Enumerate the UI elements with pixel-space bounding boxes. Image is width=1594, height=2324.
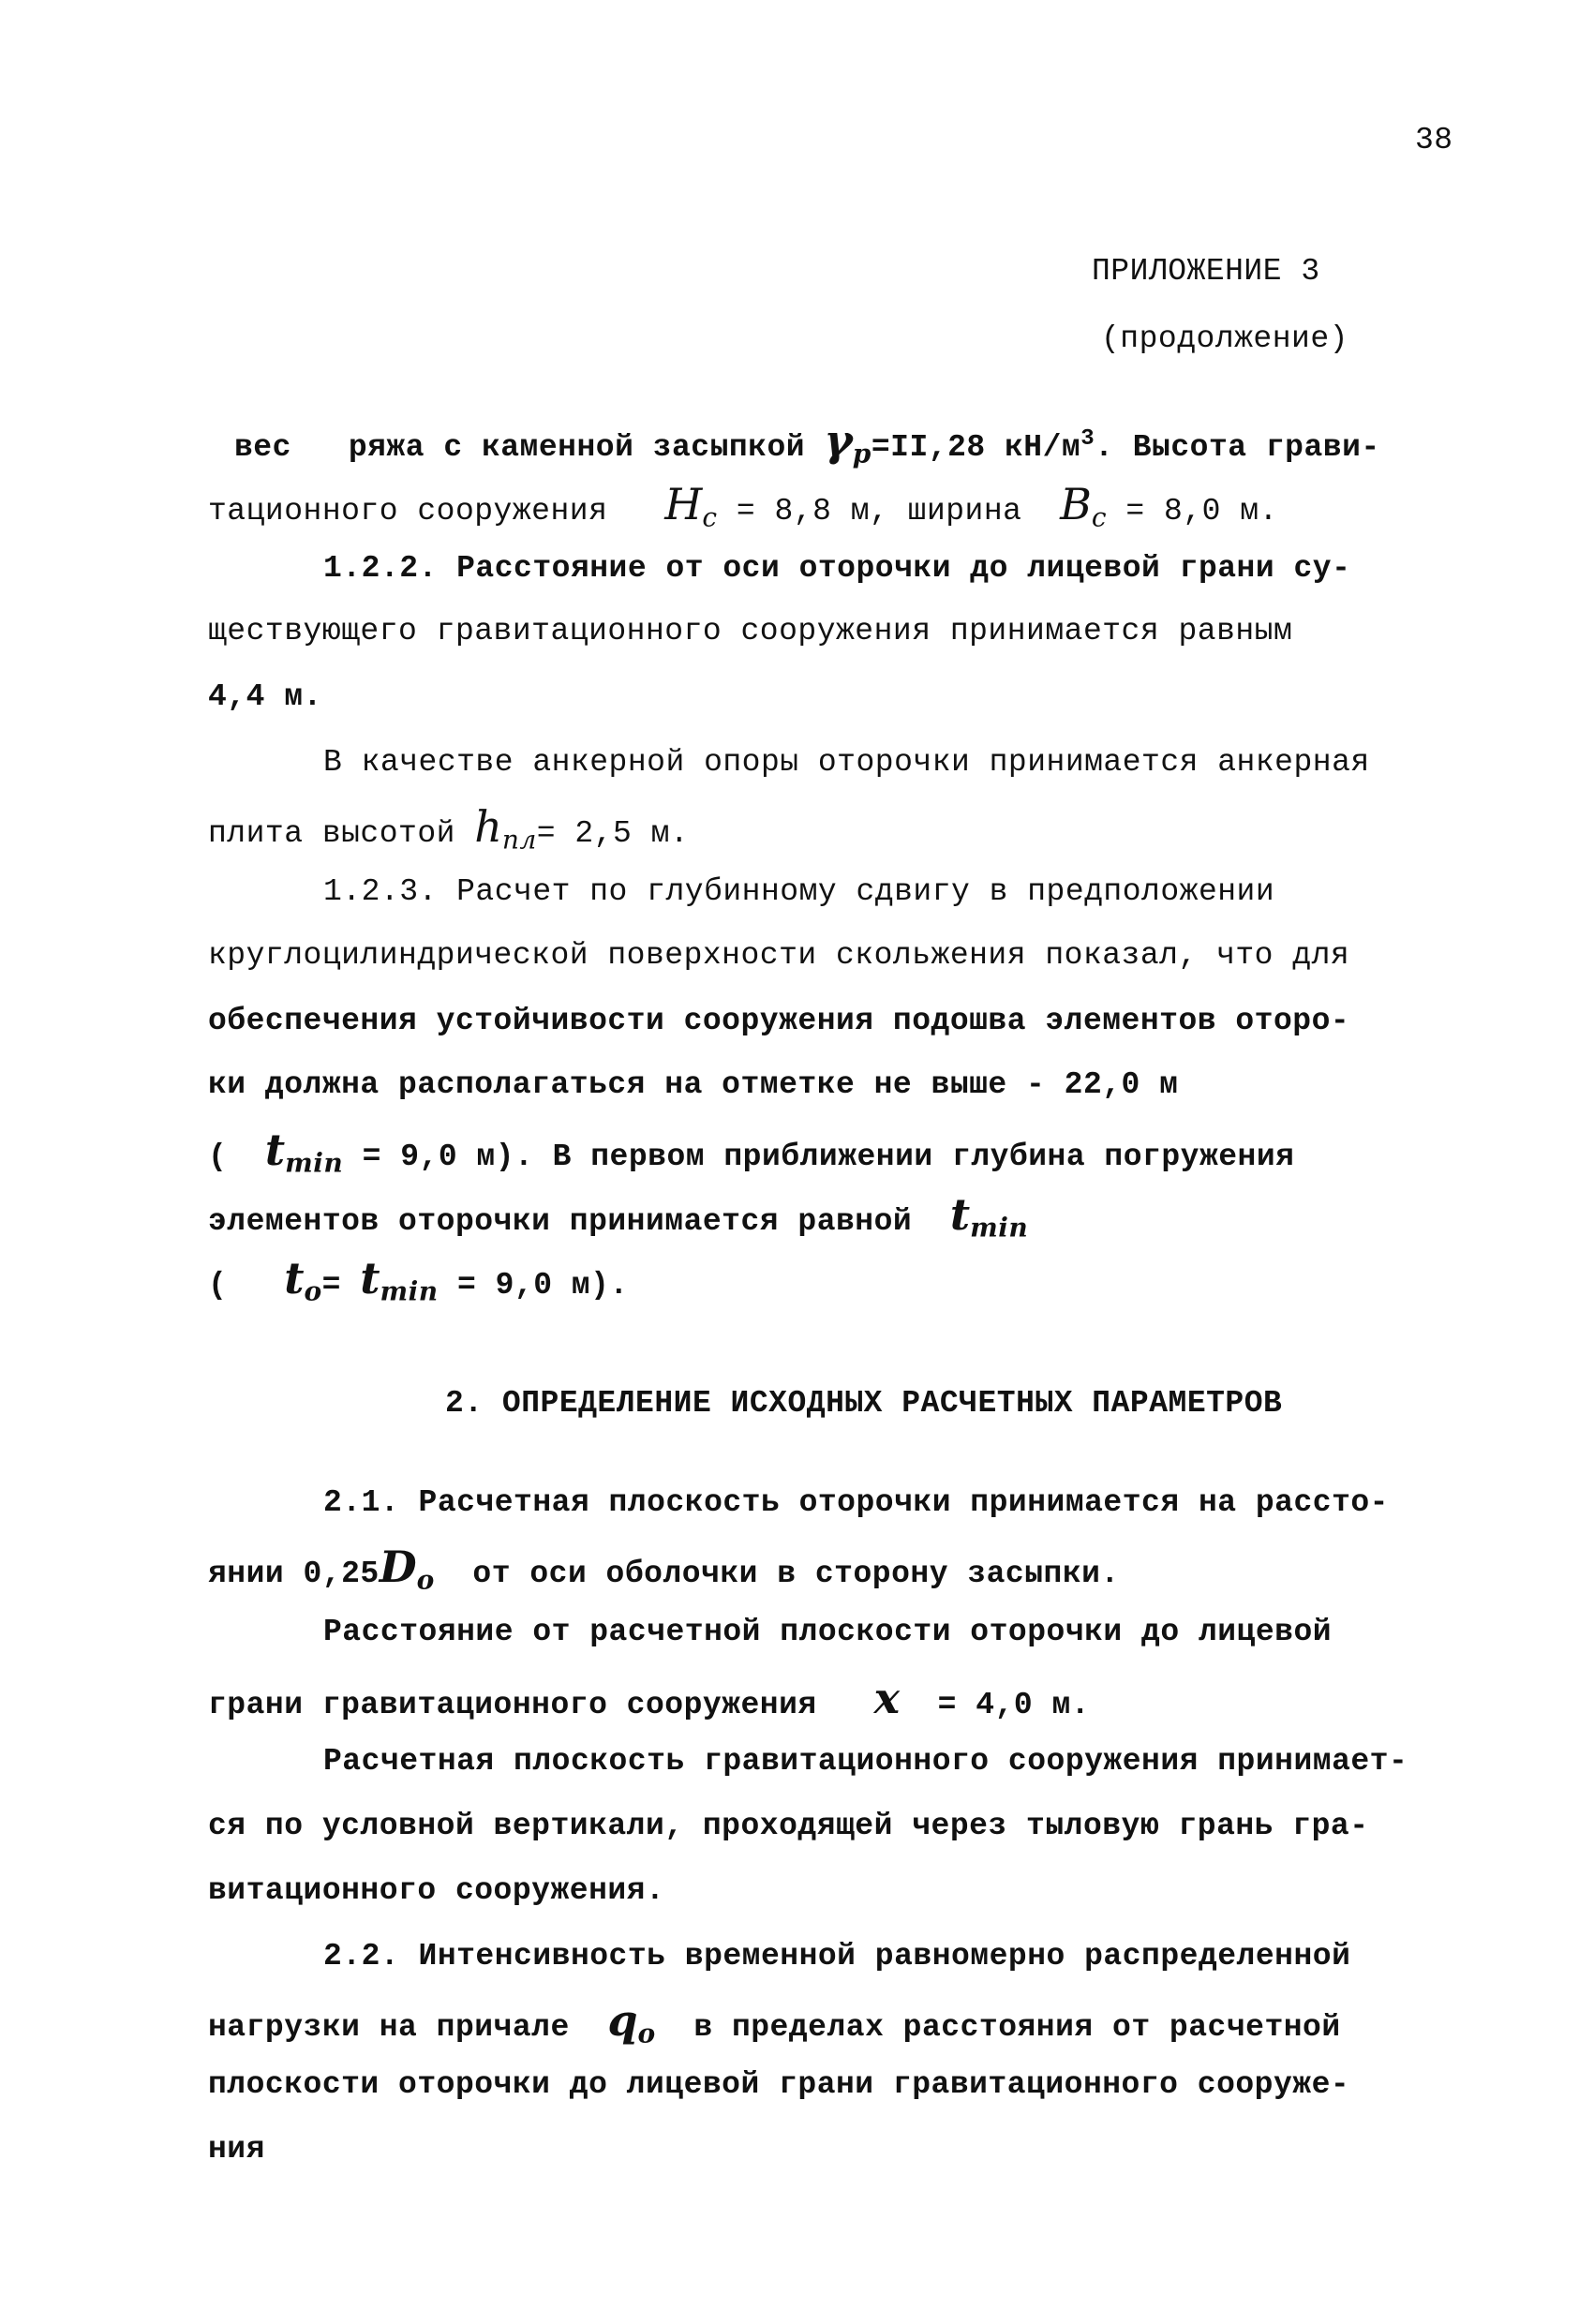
text-fragment: (	[208, 1140, 228, 1174]
text-line: 2.2. Интенсивность временной равномерно распределенной	[323, 1939, 1351, 1974]
text-line: 1.2.2. Расстояние от оси оторочки до лицевой грани су-	[323, 551, 1351, 586]
text-line: 1.2.3. Расчет по глубинному сдвигу в предположении	[323, 874, 1275, 909]
text-line: Расстояние от расчетной плоскости оторочки до лицевой	[323, 1615, 1333, 1649]
text-line: обеспечения устойчивости сооружения подошва элементов оторо-	[208, 1004, 1350, 1038]
text-line	[208, 1253, 629, 1307]
formula-subscript: с	[702, 501, 718, 533]
formula-symbol: t	[360, 1253, 380, 1304]
formula-subscript: о	[416, 1564, 435, 1596]
text-line: плоскости оторочки до лицевой грани гравитационного сооруже-	[208, 2067, 1350, 2102]
text-fragment: янии 0,25	[208, 1557, 380, 1591]
text-line: ния	[208, 2132, 265, 2167]
text-fragment: =II,28 кН/м	[871, 430, 1081, 465]
text-fragment: тационного сооружения	[208, 494, 608, 529]
text-line: ся по условной вертикали, проходящей через тыловую грань гра-	[208, 1809, 1369, 1843]
text-fragment: нагрузки на причале	[208, 2010, 570, 2045]
formula-subscript: min	[380, 1275, 439, 1307]
formula-subscript: min	[970, 1212, 1029, 1244]
text-line	[234, 415, 1380, 469]
text-line	[208, 1542, 1120, 1596]
text-line	[208, 1189, 1029, 1244]
formula-subscript: с	[1091, 501, 1108, 533]
text-line	[208, 1673, 1091, 1726]
text-line	[208, 1125, 1295, 1179]
formula-symbol: x	[873, 1673, 901, 1723]
formula-symbol: D	[379, 1542, 417, 1592]
formula-subscript: о	[637, 2018, 656, 2049]
text-line: ществующего гравитационного сооружения принимается равным	[208, 614, 1293, 648]
formula-symbol: t	[949, 1189, 971, 1240]
text-line	[208, 479, 1278, 533]
formula-symbol: q	[607, 1995, 638, 2046]
appendix-continuation: (продолжение)	[1101, 321, 1348, 356]
text-line: 4,4 м.	[208, 679, 322, 714]
formula-symbol: B	[1060, 479, 1092, 529]
text-fragment: = 8,8 м, ширина	[736, 494, 1022, 529]
appendix-title: ПРИЛОЖЕНИЕ 3	[1092, 254, 1320, 289]
page-number: 38	[1415, 123, 1453, 157]
formula-symbol: t	[264, 1125, 286, 1175]
text-line	[208, 1995, 1341, 2049]
formula-subscript: о	[304, 1275, 322, 1307]
formula-superscript: 3	[1080, 426, 1095, 452]
text-fragment: = 9,0 м). В первом приближении глубина погружения	[362, 1140, 1295, 1174]
text-fragment: вес ряжа с каменной засыпкой	[234, 430, 806, 465]
formula-symbol: h	[474, 801, 502, 852]
formula-subscript: р	[852, 438, 871, 469]
text-fragment: плита высотой	[208, 816, 455, 851]
formula-symbol: γ	[824, 415, 853, 466]
text-fragment: элементов оторочки принимается равной	[208, 1204, 913, 1239]
text-fragment: = 9,0 м).	[456, 1268, 629, 1303]
text-line: Расчетная плоскость гравитационного сооружения принимает-	[323, 1744, 1408, 1779]
text-fragment: = 2,5 м.	[536, 816, 690, 851]
formula-symbol: t	[284, 1253, 305, 1304]
text-fragment: =	[321, 1268, 341, 1303]
text-line: ки должна располагаться на отметке не выше - 22,0 м	[208, 1067, 1179, 1102]
text-fragment: (	[208, 1268, 228, 1303]
text-fragment: от оси оболочки в сторону засыпки.	[472, 1557, 1120, 1591]
text-line: круглоцилиндрической поверхности скольжения показал, что для	[208, 938, 1350, 973]
text-line	[208, 801, 690, 856]
text-fragment: грани гравитационного сооружения	[208, 1688, 817, 1722]
text-line: В качестве анкерной опоры оторочки принимается анкерная	[323, 745, 1370, 780]
formula-subscript: пл	[501, 824, 537, 856]
text-line: витационного сооружения.	[208, 1873, 665, 1908]
text-fragment: = 8,0 м.	[1125, 494, 1278, 529]
formula-subscript: min	[285, 1147, 344, 1179]
text-fragment: = 4,0 м.	[937, 1688, 1091, 1722]
text-fragment: в пределах расстояния от расчетной	[693, 2010, 1341, 2045]
text-fragment: . Высота грави-	[1095, 430, 1380, 465]
formula-symbol: H	[664, 479, 703, 529]
section-heading: 2. ОПРЕДЕЛЕНИЕ ИСХОДНЫХ РАСЧЕТНЫХ ПАРАМЕТРОВ	[445, 1386, 1283, 1421]
text-line: 2.1. Расчетная плоскость оторочки принимается на рассто-	[323, 1485, 1389, 1520]
